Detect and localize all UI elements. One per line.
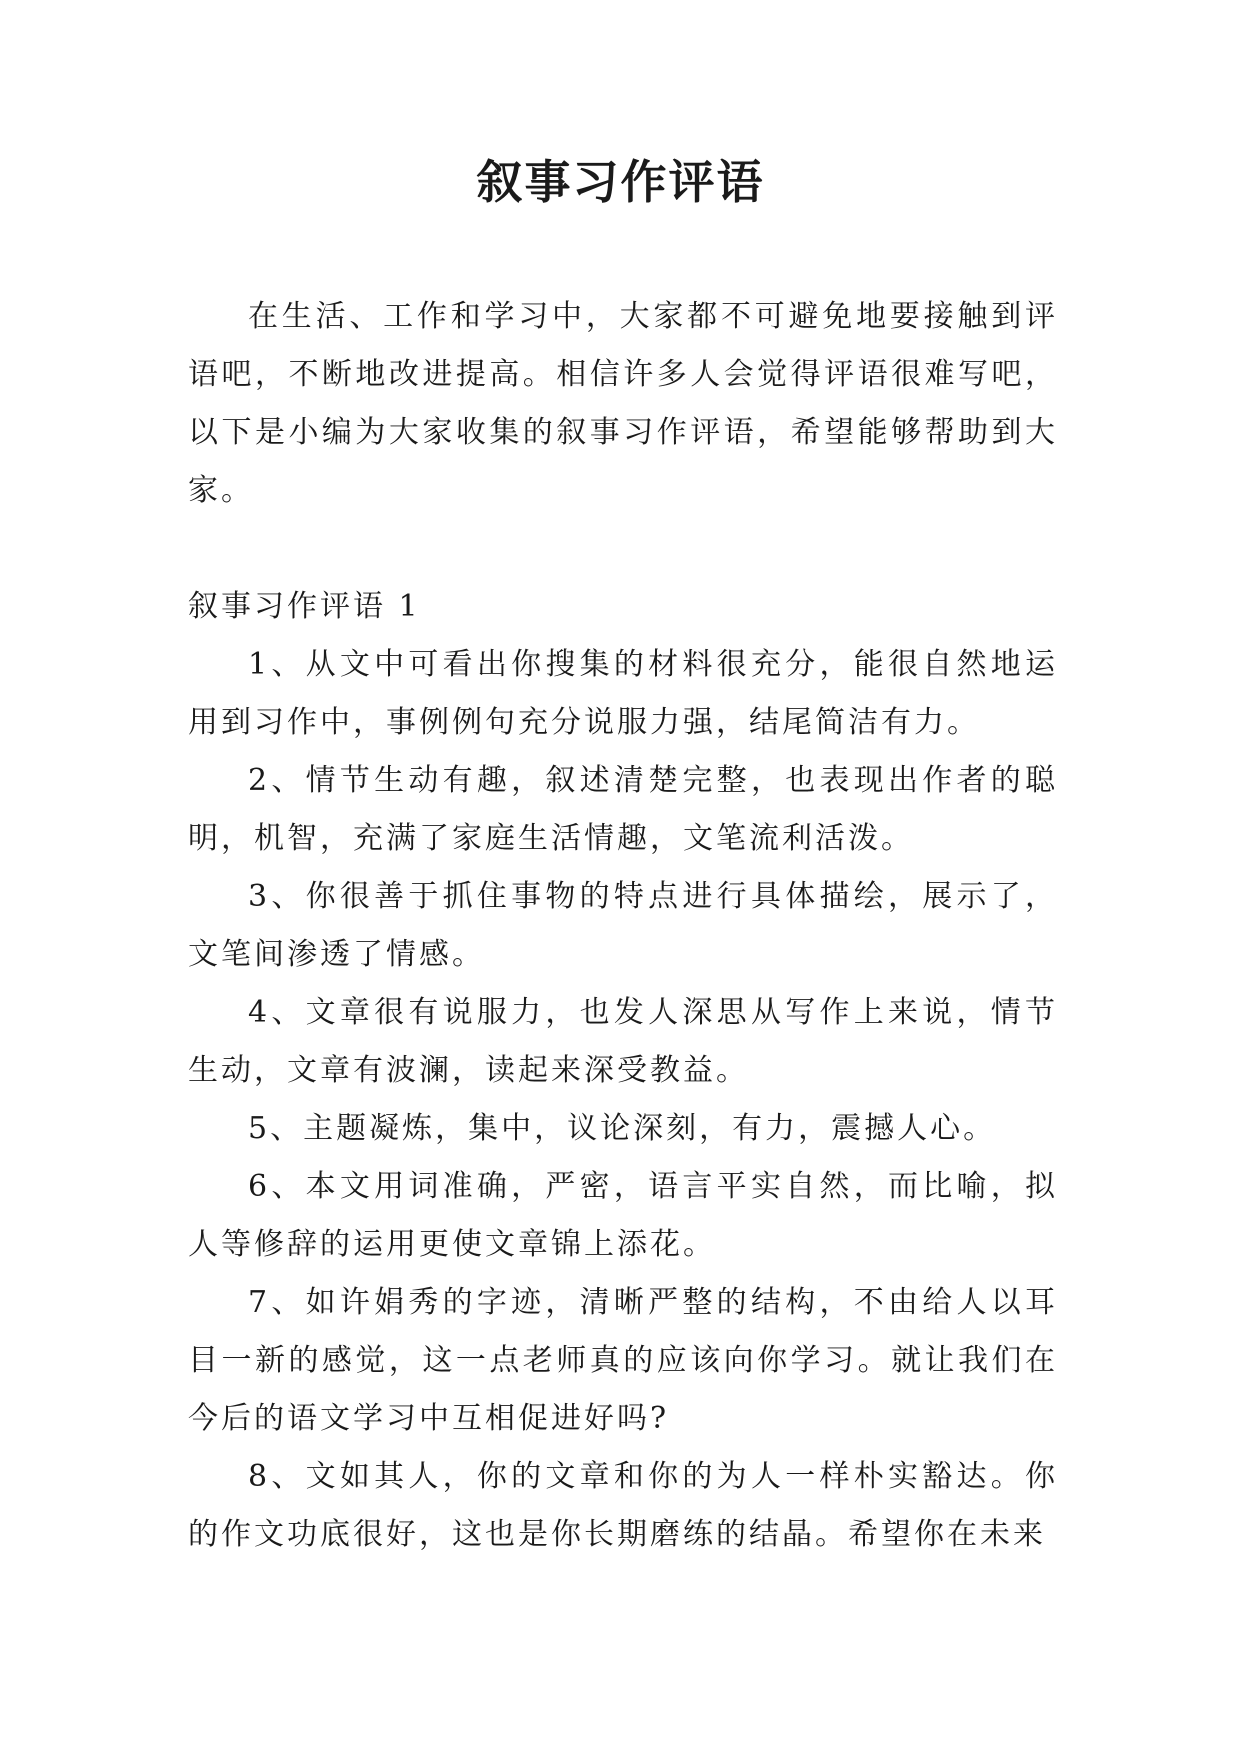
comment-item-3: 3、你很善于抓住事物的特点进行具体描绘，展示了，文笔间渗透了情感。 — [188, 879, 1058, 972]
comment-item-2: 2、情节生动有趣，叙述清楚完整，也表现出作者的聪明，机智，充满了家庭生活情趣，文笔流利活泼。 — [188, 763, 1058, 856]
comment-item-7: 7、如许娟秀的字迹，清晰严整的结构，不由给人以耳目一新的感觉，这一点老师真的应该向你学习。就让我们在今后的语文学习中互相促进好吗? — [188, 1285, 1058, 1436]
comment-item-6: 6、本文用词准确，严密，语言平实自然，而比喻，拟人等修辞的运用更使文章锦上添花。 — [188, 1169, 1058, 1262]
comment-item-1: 1、从文中可看出你搜集的材料很充分，能很自然地运用到习作中，事例例句充分说服力强，结尾简洁有力。 — [188, 647, 1058, 740]
comment-item-4: 4、文章很有说服力，也发人深思从写作上来说，情节生动，文章有波澜，读起来深受教益。 — [188, 995, 1058, 1088]
document-title: 叙事习作评语 — [476, 155, 765, 209]
section-heading: 叙事习作评语 1 — [188, 589, 421, 624]
intro-paragraph: 在生活、工作和学习中，大家都不可避免地要接触到评语吧，不断地改进提高。相信许多人会觉得评语很难写吧，以下是小编为大家收集的叙事习作评语，希望能够帮助到大家。 — [188, 299, 1058, 508]
comment-item-8: 8、文如其人，你的文章和你的为人一样朴实豁达。你的作文功底很好，这也是你长期磨练的结晶。希望你在未来 — [188, 1459, 1058, 1552]
document-body — [188, 288, 1058, 1564]
comment-item-5: 5、主题凝炼，集中，议论深刻，有力，震撼人心。 — [248, 1111, 997, 1146]
